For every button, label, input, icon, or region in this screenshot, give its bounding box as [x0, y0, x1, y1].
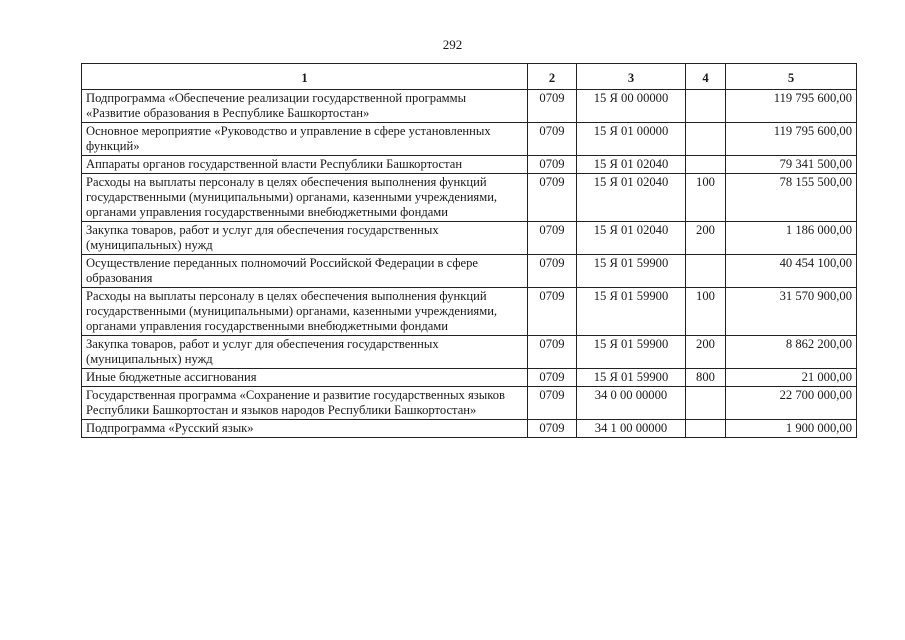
- cell-section: 0709: [528, 288, 577, 336]
- cell-name: Осуществление переданных полномочий Российской Федерации в сфере образования: [82, 255, 528, 288]
- cell-section: 0709: [528, 156, 577, 174]
- cell-amount: 79 341 500,00: [726, 156, 857, 174]
- column-header-section: 2: [528, 64, 577, 90]
- table-row: [82, 369, 857, 387]
- table-row: [82, 420, 857, 438]
- cell-target: 34 1 00 00000: [577, 420, 686, 438]
- cell-expense: 200: [686, 222, 726, 255]
- cell-amount: 1 900 000,00: [726, 420, 857, 438]
- cell-name: Подпрограмма «Русский язык»: [82, 420, 528, 438]
- cell-name: Аппараты органов государственной власти Республики Башкортостан: [82, 156, 528, 174]
- cell-name: Расходы на выплаты персоналу в целях обеспечения выполнения функций государственными (муниципальными) органами, казенными учреждениями, органами управления государственными внебюджетными фондами: [82, 174, 528, 222]
- cell-target: 15 Я 01 59900: [577, 336, 686, 369]
- cell-section: 0709: [528, 222, 577, 255]
- table-row: [82, 222, 857, 255]
- cell-target: 15 Я 00 00000: [577, 90, 686, 123]
- budget-table: [81, 63, 857, 438]
- table-row: [82, 90, 857, 123]
- cell-name: Расходы на выплаты персоналу в целях обеспечения выполнения функций государственными (муниципальными) органами, казенными учреждениями, органами управления государственными внебюджетными фондами: [82, 288, 528, 336]
- table-row: [82, 123, 857, 156]
- cell-target: 15 Я 01 59900: [577, 369, 686, 387]
- cell-name: Иные бюджетные ассигнования: [82, 369, 528, 387]
- cell-name: Основное мероприятие «Руководство и управление в сфере установленных функций»: [82, 123, 528, 156]
- cell-amount: 119 795 600,00: [726, 123, 857, 156]
- cell-name: Подпрограмма «Обеспечение реализации государственной программы «Развитие образования в Республике Башкортостан»: [82, 90, 528, 123]
- page-number: 292: [442, 37, 463, 52]
- cell-amount: 40 454 100,00: [726, 255, 857, 288]
- cell-section: 0709: [528, 255, 577, 288]
- cell-expense: [686, 420, 726, 438]
- table-row: [82, 288, 857, 336]
- cell-expense: 100: [686, 288, 726, 336]
- cell-amount: 31 570 900,00: [726, 288, 857, 336]
- cell-section: 0709: [528, 420, 577, 438]
- cell-target: 34 0 00 00000: [577, 387, 686, 420]
- cell-section: 0709: [528, 369, 577, 387]
- cell-target: 15 Я 01 00000: [577, 123, 686, 156]
- cell-expense: [686, 387, 726, 420]
- cell-section: 0709: [528, 174, 577, 222]
- cell-amount: 22 700 000,00: [726, 387, 857, 420]
- cell-amount: 119 795 600,00: [726, 90, 857, 123]
- cell-name: Закупка товаров, работ и услуг для обеспечения государственных (муниципальных) нужд: [82, 336, 528, 369]
- cell-section: 0709: [528, 336, 577, 369]
- header-row: [82, 64, 857, 90]
- table-row: [82, 387, 857, 420]
- table-row: [82, 336, 857, 369]
- cell-target: 15 Я 01 59900: [577, 288, 686, 336]
- cell-expense: 100: [686, 174, 726, 222]
- cell-expense: [686, 255, 726, 288]
- cell-name: Закупка товаров, работ и услуг для обеспечения государственных (муниципальных) нужд: [82, 222, 528, 255]
- cell-section: 0709: [528, 387, 577, 420]
- cell-expense: 200: [686, 336, 726, 369]
- cell-target: 15 Я 01 02040: [577, 222, 686, 255]
- cell-expense: [686, 123, 726, 156]
- cell-target: 15 Я 01 59900: [577, 255, 686, 288]
- column-header-amount: 5: [726, 64, 857, 90]
- cell-name: Государственная программа «Сохранение и развитие государственных языков Республики Башкортостан и языков народов Республики Башкортостан»: [82, 387, 528, 420]
- table-row: [82, 255, 857, 288]
- cell-target: 15 Я 01 02040: [577, 156, 686, 174]
- cell-amount: 21 000,00: [726, 369, 857, 387]
- cell-target: 15 Я 01 02040: [577, 174, 686, 222]
- cell-expense: [686, 90, 726, 123]
- cell-section: 0709: [528, 90, 577, 123]
- column-header-expense: 4: [686, 64, 726, 90]
- cell-expense: [686, 156, 726, 174]
- column-header-target: 3: [577, 64, 686, 90]
- table-row: [82, 156, 857, 174]
- column-header-name: 1: [82, 64, 528, 90]
- cell-amount: 8 862 200,00: [726, 336, 857, 369]
- cell-section: 0709: [528, 123, 577, 156]
- cell-amount: 78 155 500,00: [726, 174, 857, 222]
- cell-expense: 800: [686, 369, 726, 387]
- table-row: [82, 174, 857, 222]
- cell-amount: 1 186 000,00: [726, 222, 857, 255]
